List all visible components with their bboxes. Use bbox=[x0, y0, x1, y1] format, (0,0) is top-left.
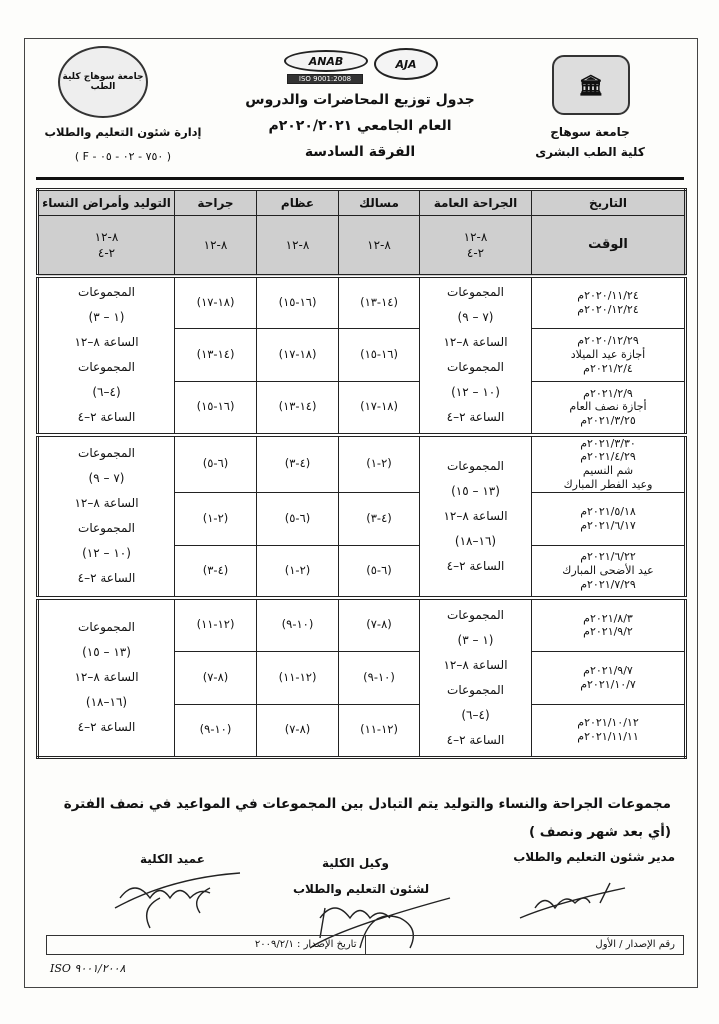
version-number: رقم الإصدار / الأول bbox=[595, 939, 675, 950]
header-divider bbox=[36, 177, 684, 180]
group-line: المجموعات bbox=[447, 285, 504, 299]
obgyn-groups bbox=[38, 276, 175, 435]
group-line: الساعة ٨–١٢ bbox=[443, 657, 508, 672]
date-line: ٢٠٢١/٢/٩م bbox=[583, 386, 633, 400]
group-line: (١٦–١٨) bbox=[85, 695, 128, 710]
time-range: ٨-١٢ bbox=[285, 237, 310, 252]
column-header: جراحة bbox=[175, 190, 257, 216]
group-line: (٤–٦) bbox=[92, 385, 121, 399]
group-pair: (١٤-١٣) bbox=[196, 347, 235, 362]
ortho-group-cell bbox=[257, 598, 339, 651]
iso-standard: ISO ٩٠٠١/٢٠٠٨ bbox=[50, 962, 126, 975]
group-pair: (١٠-٩) bbox=[281, 617, 314, 632]
document-title: جدول توزيع المحاضرات والدروس bbox=[245, 92, 475, 108]
group-pair: (١٨-١٧) bbox=[196, 294, 235, 309]
date-line: ٢٠٢٠/١٢/٢٩م bbox=[577, 334, 639, 348]
ortho-group-cell bbox=[257, 276, 339, 329]
date-line: ٢٠٢١/٦/٢٢م bbox=[580, 550, 636, 564]
dean-signature bbox=[110, 868, 250, 934]
group-line: (١٣ – ١٥) bbox=[82, 645, 131, 660]
surgery-group-cell bbox=[175, 545, 257, 598]
group-line: (٧ – ٩) bbox=[88, 471, 125, 486]
group-line: المجموعات bbox=[78, 446, 135, 461]
ortho-group-cell bbox=[257, 382, 339, 435]
general-surgery-groups bbox=[420, 598, 532, 757]
column-header: التاريخ bbox=[532, 190, 686, 216]
urology-group-cell bbox=[339, 598, 420, 651]
group-pair: (١٢-١١) bbox=[278, 669, 317, 684]
surgery-group-cell bbox=[175, 598, 257, 651]
group-pair: (٨-٧) bbox=[284, 722, 311, 737]
group-line: الساعة ٨–١٢ bbox=[443, 508, 508, 523]
time-range: ٨-١٢ bbox=[367, 237, 391, 252]
ortho-group-cell bbox=[257, 704, 339, 757]
surgery-group-cell bbox=[175, 435, 257, 493]
time-slot bbox=[38, 216, 175, 276]
date-line: ٢٠٢١/٢/٤م bbox=[583, 361, 633, 375]
time-label: الوقت bbox=[532, 216, 686, 276]
aja-logo: AJA bbox=[374, 48, 438, 80]
group-line: (١ – ٣) bbox=[88, 310, 125, 324]
table-row bbox=[38, 276, 686, 329]
time-range: ٨-١٢ bbox=[203, 237, 228, 252]
group-line: (١٣ – ١٥) bbox=[451, 483, 500, 498]
date-line: ٢٠٢٠/١٢/٢٤م bbox=[577, 302, 639, 316]
group-line: الساعة ٢–٤ bbox=[77, 410, 136, 424]
date-line: ٢٠٢١/٩/٧م bbox=[583, 663, 633, 677]
group-line: الساعة ٨–١٢ bbox=[74, 335, 139, 349]
group-pair: (١٦-١٥) bbox=[196, 399, 235, 414]
date-line: ٢٠٢١/١٠/٧م bbox=[580, 677, 636, 691]
group-line: (١٦–١٨) bbox=[454, 533, 497, 548]
group-line: (١ – ٣) bbox=[457, 632, 494, 647]
group-line: (٧ – ٩) bbox=[457, 310, 494, 324]
group-pair: (١٨-١٧) bbox=[278, 347, 317, 362]
group-line: الساعة ٢–٤ bbox=[446, 558, 505, 573]
general-surgery-groups bbox=[420, 435, 532, 599]
urology-group-cell bbox=[339, 435, 420, 493]
faculty-name: كلية الطب البشرى bbox=[535, 145, 645, 159]
ortho-group-cell bbox=[257, 435, 339, 493]
date-line: أجازة عيد الميلاد bbox=[570, 348, 646, 362]
vice-dean-signature-title-2: لشئون التعليم والطلاب bbox=[293, 882, 430, 896]
group-line: المجموعات bbox=[78, 620, 135, 635]
group-pair: (٢-١) bbox=[366, 456, 392, 471]
version-box bbox=[46, 935, 684, 955]
date-line: ٢٠٢١/١١/١١م bbox=[577, 730, 639, 743]
group-pair: (١٦-١٥) bbox=[360, 347, 398, 362]
column-header: عظام bbox=[257, 190, 339, 216]
group-line: الساعة ٨–١٢ bbox=[74, 496, 139, 511]
surgery-group-cell bbox=[175, 651, 257, 704]
group-line: الساعة ٢–٤ bbox=[77, 720, 136, 735]
date-cell bbox=[532, 651, 686, 704]
date-cell bbox=[532, 598, 686, 651]
group-pair: (٨-٧) bbox=[202, 669, 229, 684]
date-line: ٢٠٢١/٧/٢٩م bbox=[580, 577, 636, 591]
dean-signature-title: عميد الكلية bbox=[140, 852, 205, 866]
group-pair: (٦-٥) bbox=[284, 510, 311, 525]
date-cell bbox=[532, 435, 686, 493]
time-slot bbox=[339, 216, 420, 276]
table-row bbox=[38, 598, 686, 651]
date-line: عيد الأضحى المبارك bbox=[562, 563, 654, 577]
time-slot bbox=[175, 216, 257, 276]
group-line: الساعة ٢–٤ bbox=[446, 410, 505, 424]
group-line: الساعة ٢–٤ bbox=[77, 571, 136, 586]
group-line: المجموعات bbox=[447, 360, 504, 374]
date-line: وعيد الفطر المبارك bbox=[563, 477, 653, 491]
surgery-group-cell bbox=[175, 329, 257, 382]
date-cell bbox=[532, 329, 686, 382]
date-line: ٢٠٢١/٣/٣٠م bbox=[580, 436, 636, 450]
anab-logo: ANAB bbox=[284, 50, 368, 72]
group-pair: (١٠-٩) bbox=[363, 669, 395, 684]
group-line: المجموعات bbox=[447, 458, 504, 473]
vice-dean-signature-title: وكيل الكلية bbox=[322, 856, 389, 870]
date-cell bbox=[532, 492, 686, 545]
director-signature-title: مدير شئون التعليم والطلاب bbox=[513, 850, 675, 864]
ortho-group-cell bbox=[257, 545, 339, 598]
date-line: ٢٠٢١/٤/٢٩م bbox=[580, 450, 636, 464]
date-line: ٢٠٢١/٣/٢٥م bbox=[580, 414, 636, 428]
surgery-group-cell bbox=[175, 276, 257, 329]
academic-year: العام الجامعي ٢٠٢٠/٢٠٢١م bbox=[268, 118, 452, 134]
group-pair: (١٨-١٧) bbox=[360, 399, 398, 414]
date-cell bbox=[532, 545, 686, 598]
date-cell bbox=[532, 704, 686, 757]
date-line: ٢٠٢١/١٠/١٢م bbox=[577, 716, 639, 730]
group-pair: (٦-٥) bbox=[202, 456, 229, 471]
urology-group-cell bbox=[339, 276, 420, 329]
time-range: ٢-٤ bbox=[97, 245, 116, 260]
surgery-group-cell bbox=[175, 382, 257, 435]
urology-group-cell bbox=[339, 329, 420, 382]
time-slot bbox=[420, 216, 532, 276]
column-header: التوليد وأمراض النساء bbox=[38, 190, 175, 216]
date-line: ٢٠٢١/٦/١٧م bbox=[580, 518, 636, 532]
department-name: إدارة شئون التعليم والطلاب bbox=[44, 125, 202, 139]
issue-date: تاريخ الإصدار : ٢٠٠٩/٢/١ bbox=[47, 936, 366, 954]
group-line: الساعة ٨–١٢ bbox=[443, 335, 508, 349]
general-surgery-groups bbox=[420, 276, 532, 435]
group-pair: (١٦-١٥) bbox=[278, 294, 317, 309]
group-pair: (٤-٣) bbox=[366, 510, 392, 525]
surgery-group-cell bbox=[175, 492, 257, 545]
urology-group-cell bbox=[339, 545, 420, 598]
group-pair: (١٢-١١) bbox=[360, 722, 398, 737]
group-line: (٤–٦) bbox=[461, 707, 490, 722]
group-line: (١٠ – ١٢) bbox=[82, 546, 131, 561]
time-range: ٨-١٢ bbox=[463, 229, 488, 244]
surgery-group-cell bbox=[175, 704, 257, 757]
urology-group-cell bbox=[339, 382, 420, 435]
rotation-note: مجموعات الجراحة والنساء والتوليد يتم التبادل بين المجموعات في المواعيد في نصف الفترة (أي بعد شهر ونصف ) bbox=[63, 796, 671, 840]
university-name: جامعة سوهاج bbox=[550, 125, 630, 139]
form-code: ( F - ٧٥٠ - ٠٢ - ٠٥ ) bbox=[74, 150, 172, 163]
group-pair: (٦-٥) bbox=[366, 562, 392, 577]
ortho-group-cell bbox=[257, 651, 339, 704]
group-pair: (١٤-١٣) bbox=[360, 294, 398, 309]
date-line: ٢٠٢١/٩/٢م bbox=[583, 625, 633, 639]
obgyn-groups bbox=[38, 598, 175, 757]
faculty-seal-logo: 🏛 bbox=[552, 55, 630, 115]
group-pair: (١٠-٩) bbox=[199, 722, 232, 737]
group-line: الساعة ٢–٤ bbox=[446, 732, 505, 747]
date-line: أجازة نصف العام bbox=[569, 400, 647, 414]
group-pair: (١٢-١١) bbox=[196, 617, 235, 632]
date-line: ٢٠٢١/٨/٣م bbox=[583, 611, 633, 625]
time-slot bbox=[257, 216, 339, 276]
date-cell bbox=[532, 382, 686, 435]
group-pair: (١٤-١٣) bbox=[278, 399, 317, 414]
date-line: شم النسيم bbox=[582, 464, 634, 477]
year-level: الفرقة السادسة bbox=[304, 144, 416, 160]
schedule-table bbox=[36, 188, 687, 759]
column-header: مسالك bbox=[339, 190, 420, 216]
date-line: ٢٠٢١/٥/١٨م bbox=[580, 504, 636, 518]
medicine-faculty-logo: جامعة سوهاج كلية الطب bbox=[58, 46, 148, 118]
group-line: المجموعات bbox=[78, 285, 135, 299]
date-cell bbox=[532, 276, 686, 329]
group-pair: (٢-١) bbox=[202, 510, 229, 525]
group-line: المجموعات bbox=[447, 682, 504, 697]
obgyn-groups bbox=[38, 435, 175, 599]
urology-group-cell bbox=[339, 651, 420, 704]
group-pair: (٤-٣) bbox=[284, 456, 311, 471]
group-line: (١٠ – ١٢) bbox=[451, 385, 500, 399]
group-line: المجموعات bbox=[78, 360, 135, 374]
group-line: المجموعات bbox=[78, 521, 135, 536]
urology-group-cell bbox=[339, 704, 420, 757]
group-pair: (٢-١) bbox=[284, 562, 311, 577]
director-signature bbox=[515, 868, 635, 928]
group-line: الساعة ٨–١٢ bbox=[74, 670, 139, 685]
table-row bbox=[38, 435, 686, 493]
column-header: الجراحة العامة bbox=[420, 190, 532, 216]
urology-group-cell bbox=[339, 492, 420, 545]
date-line: ٢٠٢٠/١١/٢٤م bbox=[577, 289, 639, 302]
group-line: المجموعات bbox=[447, 607, 504, 622]
group-pair: (٨-٧) bbox=[366, 617, 392, 632]
ortho-group-cell bbox=[257, 492, 339, 545]
time-range: ٢-٤ bbox=[466, 245, 485, 260]
ortho-group-cell bbox=[257, 329, 339, 382]
group-pair: (٤-٣) bbox=[202, 562, 229, 577]
iso-badge: ISO 9001:2008 bbox=[287, 74, 363, 84]
time-range: ٨-١٢ bbox=[94, 229, 119, 244]
